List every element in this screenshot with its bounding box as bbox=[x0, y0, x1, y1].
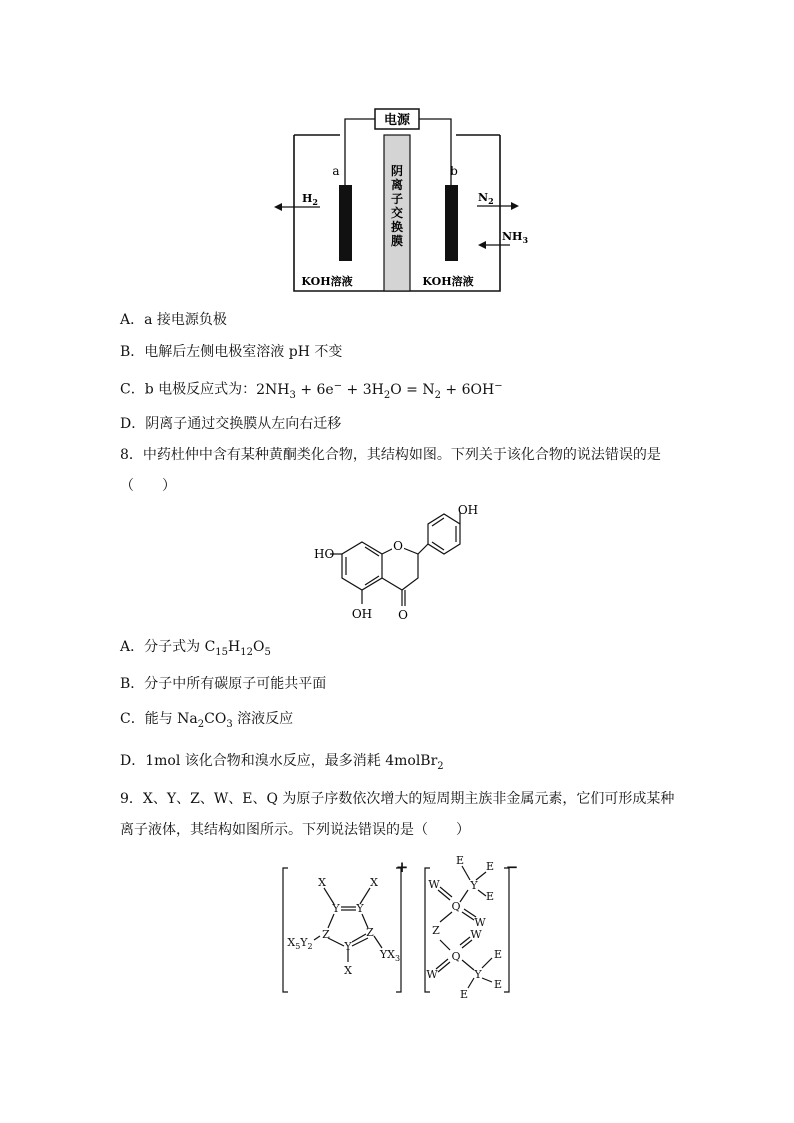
ionic-liquid-structure bbox=[278, 850, 518, 1000]
anion-q-2: Q bbox=[451, 950, 461, 963]
q8-option-c[interactable] bbox=[120, 709, 293, 735]
anion-bond-wq-1b bbox=[440, 887, 452, 897]
q8-option-c-formula: $Na_2CO_3$ bbox=[177, 711, 233, 730]
ring-b bbox=[428, 514, 460, 554]
anion-z: Z bbox=[432, 924, 440, 937]
anion-bond-ye-4 bbox=[482, 958, 492, 968]
electrode-b bbox=[445, 185, 458, 261]
q7-option-c-prefix: C．b 电极反应式为： bbox=[120, 381, 257, 398]
q8-option-c-prefix: C．能与 bbox=[120, 711, 178, 727]
left-solution-label: KOH溶液 bbox=[301, 275, 353, 288]
q8-option-d-sub: 2 bbox=[437, 760, 444, 772]
cation-bracket-right bbox=[396, 868, 401, 992]
anion-bond-wq-1a bbox=[438, 890, 450, 900]
cation-x-top-left: X bbox=[318, 876, 326, 889]
mol-ho-left: HO bbox=[314, 547, 335, 561]
b-ring-link bbox=[418, 544, 428, 554]
membrane-char-3: 子 bbox=[390, 192, 404, 206]
cation-bond-left-sub bbox=[314, 936, 320, 940]
anion-w-1: W bbox=[428, 878, 440, 891]
wire-left bbox=[345, 119, 375, 185]
anion-bond-ey-3 bbox=[478, 890, 486, 896]
h2-label: $H_2$ bbox=[302, 192, 318, 207]
flavonoid-structure bbox=[310, 502, 500, 627]
membrane-char-4: 交 bbox=[390, 206, 404, 220]
q8-stem-line2: （ ） bbox=[120, 478, 176, 494]
q7-option-c-equation: $2NH_3 + 6e^- + 3H_2O = N_2 + 6OH^-$ bbox=[256, 380, 503, 401]
q9-stem-line1: 9．X、Y、Z、W、E、Q 为原子序数依次增大的短周期主族非金属元素，它们可形成某种 bbox=[120, 791, 675, 807]
mol-oh-top: OH bbox=[457, 503, 479, 517]
anion-w-2: W bbox=[474, 916, 486, 929]
q7-option-b[interactable]: B．电解后左侧电极室溶液 pH 不变 bbox=[120, 344, 343, 360]
anion-e-5: E bbox=[493, 978, 503, 991]
q8-option-d[interactable] bbox=[120, 751, 444, 777]
q9-stem-line2: 离子液体，其结构如图所示。下列说法错误的是（ ） bbox=[120, 822, 470, 838]
cation-y-top-right: Y bbox=[356, 902, 364, 915]
cation-ring-bond-5 bbox=[328, 938, 344, 946]
q8-option-a-prefix: A．分子式为 bbox=[120, 639, 205, 655]
anion-w-4: W bbox=[426, 968, 438, 981]
ring-b-double-3 bbox=[432, 542, 444, 550]
membrane-char-5: 换 bbox=[390, 220, 404, 234]
n2-label: $N_2$ bbox=[478, 191, 494, 206]
anion-bond-qw-4b bbox=[436, 959, 448, 969]
anion-e-2: E bbox=[485, 860, 495, 873]
q7-option-a[interactable]: A．a 接电源负极 bbox=[120, 312, 227, 328]
right-solution-label: KOH溶液 bbox=[422, 275, 474, 288]
power-source-label: 电源 bbox=[383, 113, 411, 128]
mol-ketone-o: O bbox=[398, 608, 408, 622]
q8-option-c-suffix: 溶液反应 bbox=[232, 711, 294, 727]
anion-e-3: E bbox=[485, 890, 495, 903]
anion-y-2: Y bbox=[474, 968, 482, 981]
anion-bond-zq bbox=[440, 940, 450, 950]
membrane-char-6: 膜 bbox=[390, 234, 404, 248]
n2-arrowhead bbox=[511, 202, 519, 210]
cation-x-bottom: X bbox=[344, 964, 352, 977]
h2-arrowhead bbox=[274, 203, 282, 211]
q7-option-c[interactable] bbox=[120, 376, 503, 405]
cation-left-substituent: $X_5Y_2$ bbox=[287, 936, 313, 951]
anion-charge: − bbox=[505, 858, 518, 876]
mol-ring-oxygen: O bbox=[393, 539, 403, 553]
anion-e-1: E bbox=[455, 854, 465, 867]
anion-e-6: E bbox=[459, 988, 469, 1000]
cation-z-left: Z bbox=[322, 928, 330, 941]
anion-bond-qw-3b bbox=[460, 937, 470, 945]
cation-bracket-left bbox=[283, 868, 288, 992]
anion-bond-qw-3a bbox=[462, 940, 472, 948]
anion-bracket-right bbox=[504, 868, 509, 992]
electrolysis-cell-figure bbox=[270, 105, 530, 295]
electrode-b-label: b bbox=[450, 164, 458, 178]
cation-y-top-left: Y bbox=[332, 902, 340, 915]
cation-y-bottom: Y bbox=[344, 940, 352, 953]
cation-charge: + bbox=[395, 858, 409, 876]
cation-z-right: Z bbox=[366, 926, 374, 939]
anion-bond-qw-4a bbox=[438, 962, 450, 972]
cation-bond-right-sub bbox=[374, 936, 382, 948]
anion-bond-qz bbox=[440, 912, 452, 922]
ring-b-double-1 bbox=[432, 518, 444, 526]
anion-y-1: Y bbox=[470, 879, 478, 892]
electrode-a bbox=[339, 185, 352, 261]
anion-bond-yq-1 bbox=[460, 890, 468, 902]
cation-ring-bond-6 bbox=[352, 938, 368, 946]
q8-stem-line1: 8．中药杜仲中含有某种黄酮类化合物，其结构如图。下列关于该化合物的说法错误的是 bbox=[120, 447, 661, 463]
electrode-a-label: a bbox=[332, 164, 340, 178]
nh3-label: $NH_3$ bbox=[502, 230, 529, 245]
ring-a bbox=[342, 542, 382, 590]
anion-bond-ye-5 bbox=[482, 978, 492, 982]
nh3-arrowhead bbox=[478, 241, 486, 249]
anion-w-3: W bbox=[470, 928, 482, 941]
cation-ring-double-c bbox=[352, 934, 366, 942]
q8-option-b[interactable]: B．分子中所有碳原子可能共平面 bbox=[120, 676, 327, 692]
wire-right bbox=[419, 119, 451, 185]
cation-right-substituent: $YX_3$ bbox=[379, 948, 401, 963]
q7-option-d[interactable]: D．阴离子通过交换膜从左向右迁移 bbox=[120, 416, 342, 432]
anion-bond-ye-6 bbox=[468, 978, 474, 988]
q8-option-d-text: D．1mol 该化合物和溴水反应，最多消耗 4molBr bbox=[120, 753, 438, 769]
anion-e-4: E bbox=[493, 948, 503, 961]
mol-oh-bottom: OH bbox=[351, 607, 373, 621]
anion-bond-qw-2a bbox=[462, 912, 474, 920]
anion-bond-ey-1 bbox=[462, 866, 470, 880]
anion-bond-qy-2 bbox=[462, 960, 474, 970]
anion-q-1: Q bbox=[451, 900, 461, 913]
membrane-char-1: 阴 bbox=[390, 164, 404, 178]
q8-option-a[interactable] bbox=[120, 637, 271, 663]
q8-option-a-formula: $C_{15}H_{12}O_5$ bbox=[204, 639, 271, 658]
cation-x-top-right: X bbox=[370, 876, 378, 889]
membrane-char-2: 离 bbox=[390, 178, 404, 192]
cation-ring-bond-3 bbox=[328, 914, 334, 928]
